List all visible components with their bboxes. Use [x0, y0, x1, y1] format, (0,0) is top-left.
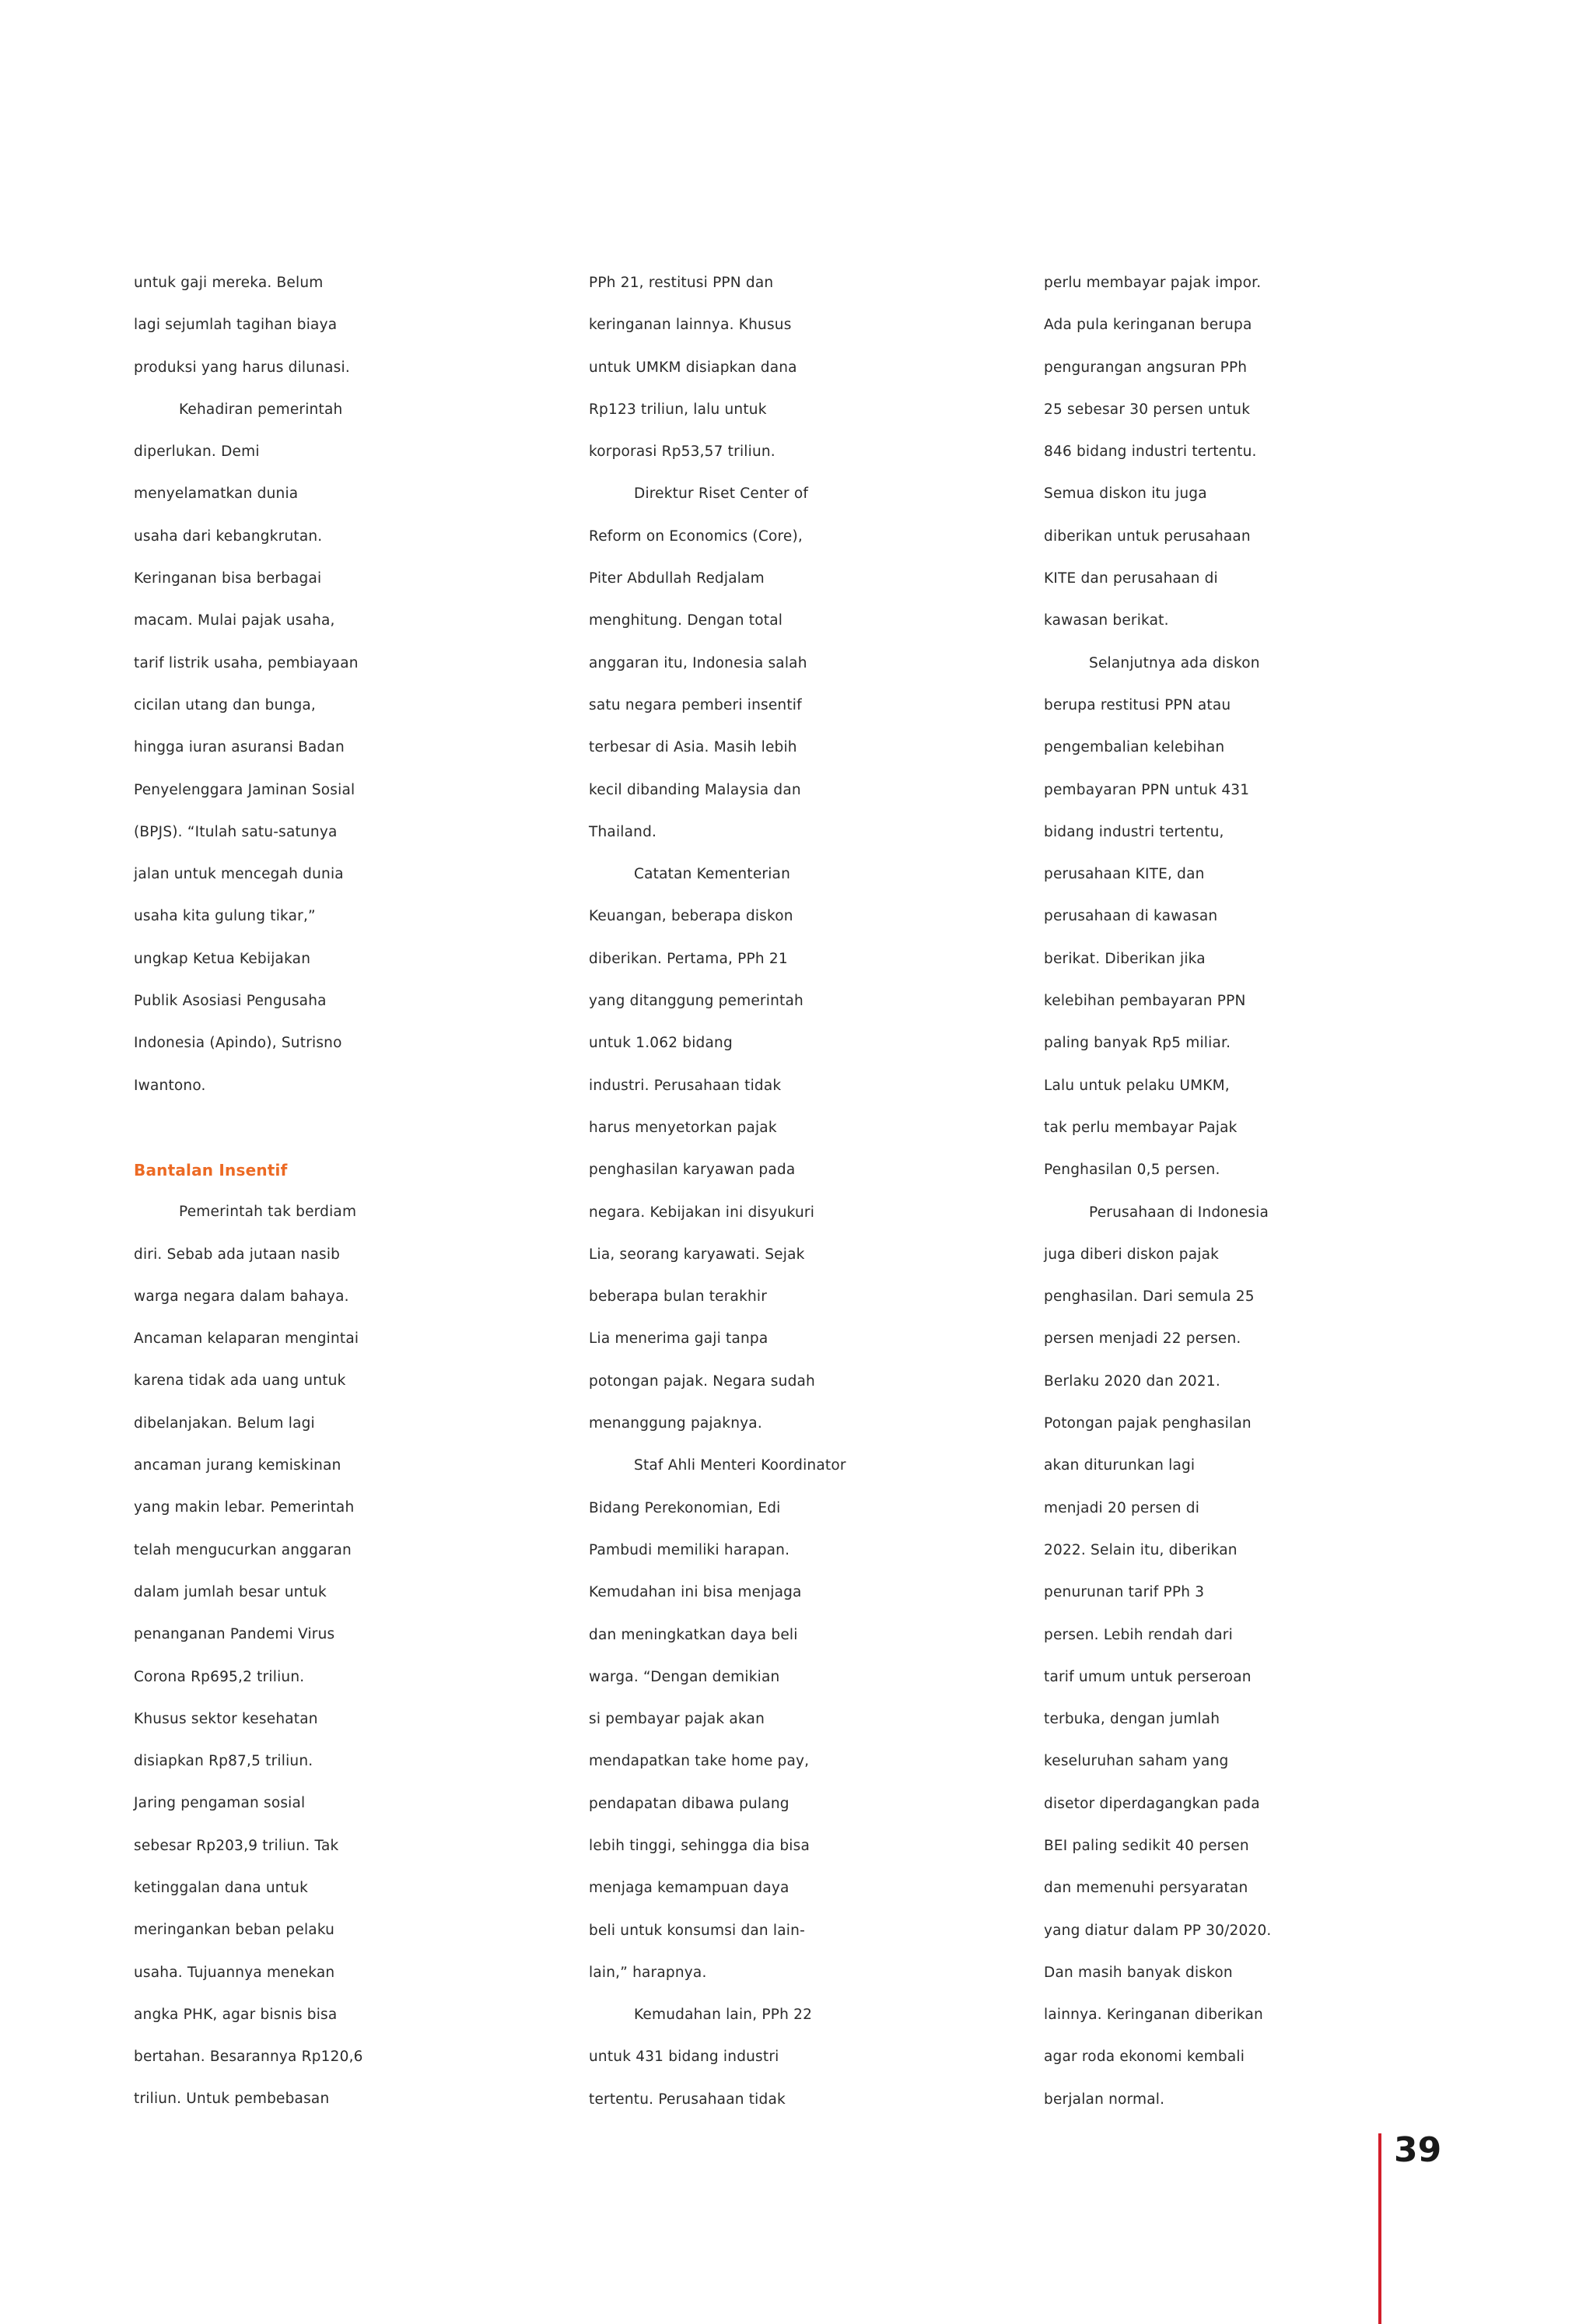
text-line: menyelamatkan dunia	[134, 485, 299, 503]
text-line: Potongan pajak penghasilan	[1044, 1415, 1252, 1432]
text-line: tak perlu membayar Pajak	[1044, 1119, 1238, 1136]
text-line: yang diatur dalam PP 30/2020.	[1044, 1922, 1272, 1939]
text-line: untuk 1.062 bidang	[589, 1035, 733, 1052]
text-line: lainnya. Keringanan diberikan	[1044, 2007, 1263, 2024]
paragraph-first-line: Direktur Riset Center of	[634, 485, 809, 503]
text-line: si pembayar pajak akan	[589, 1711, 765, 1728]
text-line: ketinggalan dana untuk	[134, 1879, 309, 1896]
text-line: Lia, seorang karyawati. Sejak	[589, 1246, 805, 1263]
text-line: lagi sejumlah tagihan biaya	[134, 317, 338, 334]
text-line: Publik Asosiasi Pengusaha	[134, 993, 327, 1010]
text-line: untuk UMKM disiapkan dana	[589, 359, 797, 376]
text-line: Ancaman kelaparan mengintai	[134, 1330, 359, 1348]
text-line: diberikan. Pertama, PPh 21	[589, 950, 788, 967]
text-line: karena tidak ada uang untuk	[134, 1372, 346, 1390]
text-line: Rp123 triliun, lalu untuk	[589, 401, 767, 418]
article-column-1	[134, 262, 600, 2121]
text-line: ungkap Ketua Kebijakan	[134, 950, 311, 967]
text-line: macam. Mulai pajak usaha,	[134, 612, 335, 629]
text-line: cicilan utang dan bunga,	[134, 696, 317, 713]
text-line: mendapatkan take home pay,	[589, 1753, 810, 1770]
text-line: penurunan tarif PPh 3	[1044, 1584, 1205, 1601]
text-line: Piter Abdullah Redjalam	[589, 570, 765, 587]
text-line: lain,” harapnya.	[589, 1964, 707, 1981]
text-line: juga diberi diskon pajak	[1044, 1246, 1220, 1263]
page-number-rule	[1378, 2133, 1381, 2324]
text-line: Khusus sektor kesehatan	[134, 1710, 318, 1727]
text-line: Keuangan, beberapa diskon	[589, 908, 793, 925]
text-line: ancaman jurang kemiskinan	[134, 1457, 341, 1474]
text-line: tertentu. Perusahaan tidak	[589, 2091, 786, 2108]
text-line: penanganan Pandemi Virus	[134, 1626, 335, 1643]
text-line: anggaran itu, Indonesia salah	[589, 654, 807, 671]
text-line: perusahaan KITE, dan	[1044, 866, 1205, 883]
text-line: pendapatan dibawa pulang	[589, 1795, 789, 1812]
text-line: warga. “Dengan demikian	[589, 1668, 780, 1685]
text-line: kawasan berikat.	[1044, 612, 1169, 629]
text-line: perlu membayar pajak impor.	[1044, 275, 1262, 291]
text-line: jalan untuk mencegah dunia	[134, 866, 344, 883]
text-line: korporasi Rp53,57 triliun.	[589, 443, 775, 461]
text-line: usaha. Tujuannya menekan	[134, 1964, 335, 1981]
text-line: meringankan beban pelaku	[134, 1922, 335, 1939]
text-line: potongan pajak. Negara sudah	[589, 1372, 815, 1390]
text-line: akan diturunkan lagi	[1044, 1457, 1196, 1474]
paragraph-first-line: Kemudahan lain, PPh 22	[634, 2007, 813, 2024]
text-line: berikat. Diberikan jika	[1044, 950, 1206, 967]
text-line: yang makin lebar. Pemerintah	[134, 1499, 355, 1516]
text-line: beberapa bulan terakhir	[589, 1288, 768, 1306]
text-line: kelebihan pembayaran PPN	[1044, 993, 1246, 1010]
text-line: berupa restitusi PPN atau	[1044, 696, 1231, 713]
text-line: Lia menerima gaji tanpa	[589, 1330, 768, 1348]
text-line: diberikan untuk perusahaan	[1044, 528, 1251, 545]
text-line: 2022. Selain itu, diberikan	[1044, 1541, 1238, 1558]
text-line: keseluruhan saham yang	[1044, 1753, 1229, 1770]
text-line: agar roda ekonomi kembali	[1044, 2049, 1245, 2066]
text-line: Ada pula keringanan berupa	[1044, 317, 1252, 334]
text-line: keringanan lainnya. Khusus	[589, 317, 792, 334]
text-line: PPh 21, restitusi PPN dan	[589, 275, 774, 291]
text-line: berjalan normal.	[1044, 2091, 1165, 2108]
text-line: tarif listrik usaha, pembiayaan	[134, 654, 359, 671]
paragraph-first-line: Kehadiran pemerintah	[179, 401, 343, 418]
text-line: dan meningkatkan daya beli	[589, 1626, 798, 1643]
text-line: pengurangan angsuran PPh	[1044, 359, 1248, 376]
text-line: sebesar Rp203,9 triliun. Tak	[134, 1837, 339, 1854]
text-line: penghasilan. Dari semula 25	[1044, 1288, 1255, 1306]
text-line: pembayaran PPN untuk 431	[1044, 781, 1250, 798]
text-line: bidang industri tertentu,	[1044, 823, 1224, 840]
text-line: lebih tinggi, sehingga dia bisa	[589, 1837, 810, 1854]
text-line: satu negara pemberi insentif	[589, 696, 802, 713]
text-line: Corona Rp695,2 triliun.	[134, 1668, 305, 1685]
text-line: industri. Perusahaan tidak	[589, 1077, 782, 1094]
text-line: untuk gaji mereka. Belum	[134, 275, 324, 291]
text-line: menanggung pajaknya.	[589, 1415, 762, 1432]
text-line: persen. Lebih rendah dari	[1044, 1626, 1233, 1643]
text-line: paling banyak Rp5 miliar.	[1044, 1035, 1231, 1052]
text-line: pengembalian kelebihan	[1044, 739, 1225, 756]
text-line: negara. Kebijakan ini disyukuri	[589, 1204, 815, 1221]
text-line: hingga iuran asuransi Badan	[134, 739, 345, 756]
article-column-3	[1044, 262, 1511, 2121]
text-line: KITE dan perusahaan di	[1044, 570, 1218, 587]
text-line: Keringanan bisa berbagai	[134, 570, 322, 587]
text-line: beli untuk konsumsi dan lain-	[589, 1922, 805, 1939]
text-line: penghasilan karyawan pada	[589, 1162, 796, 1179]
text-line: perusahaan di kawasan	[1044, 908, 1218, 925]
paragraph-first-line: Perusahaan di Indonesia	[1089, 1204, 1269, 1221]
text-line: kecil dibanding Malaysia dan	[589, 781, 801, 798]
text-line: warga negara dalam bahaya.	[134, 1288, 349, 1305]
text-line: usaha kita gulung tikar,”	[134, 908, 316, 925]
text-line: tarif umum untuk perseroan	[1044, 1668, 1252, 1685]
text-line: untuk 431 bidang industri	[589, 2049, 779, 2066]
text-line: triliun. Untuk pembebasan	[134, 2091, 330, 2108]
text-line: 25 sebesar 30 persen untuk	[1044, 401, 1251, 418]
text-line: Jaring pengaman sosial	[134, 1795, 306, 1812]
text-line: Thailand.	[589, 823, 657, 840]
paragraph-first-line: Pemerintah tak berdiam	[179, 1204, 357, 1221]
text-line: Berlaku 2020 dan 2021.	[1044, 1372, 1220, 1390]
text-line: usaha dari kebangkrutan.	[134, 528, 323, 545]
text-line: BEI paling sedikit 40 persen	[1044, 1837, 1249, 1854]
text-line: diperlukan. Demi	[134, 443, 260, 461]
text-line: menjaga kemampuan daya	[589, 1880, 789, 1897]
text-line: Penyelenggara Jaminan Sosial	[134, 781, 355, 798]
text-line: dalam jumlah besar untuk	[134, 1583, 327, 1600]
text-line: angka PHK, agar bisnis bisa	[134, 2006, 338, 2023]
text-line: persen menjadi 22 persen.	[1044, 1330, 1241, 1348]
text-line: menghitung. Dengan total	[589, 612, 783, 629]
text-line: Pambudi memiliki harapan.	[589, 1541, 790, 1558]
text-line: (BPJS). “Itulah satu-satunya	[134, 823, 338, 840]
paragraph-first-line: Staf Ahli Menteri Koordinator	[634, 1457, 846, 1474]
text-line: harus menyetorkan pajak	[589, 1119, 777, 1136]
text-line: Dan masih banyak diskon	[1044, 1964, 1233, 1981]
text-line: bertahan. Besarannya Rp120,6	[134, 2049, 363, 2066]
paragraph-first-line: Catatan Kementerian	[634, 866, 791, 883]
text-line: dibelanjakan. Belum lagi	[134, 1414, 315, 1432]
text-line: Iwantono.	[134, 1077, 206, 1094]
paragraph-first-line: Selanjutnya ada diskon	[1089, 654, 1260, 671]
page-number: 39	[1394, 2130, 1442, 2170]
text-line: produksi yang harus dilunasi.	[134, 359, 350, 376]
section-heading: Bantalan Insentif	[134, 1160, 288, 1180]
text-line: Reform on Economics (Core),	[589, 528, 803, 545]
text-line: menjadi 20 persen di	[1044, 1499, 1200, 1516]
text-line: telah mengucurkan anggaran	[134, 1541, 352, 1558]
article-column-2	[589, 262, 1056, 2121]
text-line: Penghasilan 0,5 persen.	[1044, 1162, 1220, 1179]
text-line: terbesar di Asia. Masih lebih	[589, 739, 797, 756]
text-line: 846 bidang industri tertentu.	[1044, 443, 1257, 461]
text-line: Lalu untuk pelaku UMKM,	[1044, 1077, 1230, 1094]
text-line: Indonesia (Apindo), Sutrisno	[134, 1035, 342, 1052]
text-line: Semua diskon itu juga	[1044, 485, 1207, 503]
text-line: Kemudahan ini bisa menjaga	[589, 1584, 802, 1601]
text-line: diri. Sebab ada jutaan nasib	[134, 1246, 341, 1263]
text-line: disiapkan Rp87,5 triliun.	[134, 1753, 313, 1770]
text-line: disetor diperdagangkan pada	[1044, 1795, 1260, 1812]
text-line: Bidang Perekonomian, Edi	[589, 1499, 781, 1516]
text-line: dan memenuhi persyaratan	[1044, 1880, 1248, 1897]
text-line: terbuka, dengan jumlah	[1044, 1711, 1220, 1728]
text-line: yang ditanggung pemerintah	[589, 993, 804, 1010]
